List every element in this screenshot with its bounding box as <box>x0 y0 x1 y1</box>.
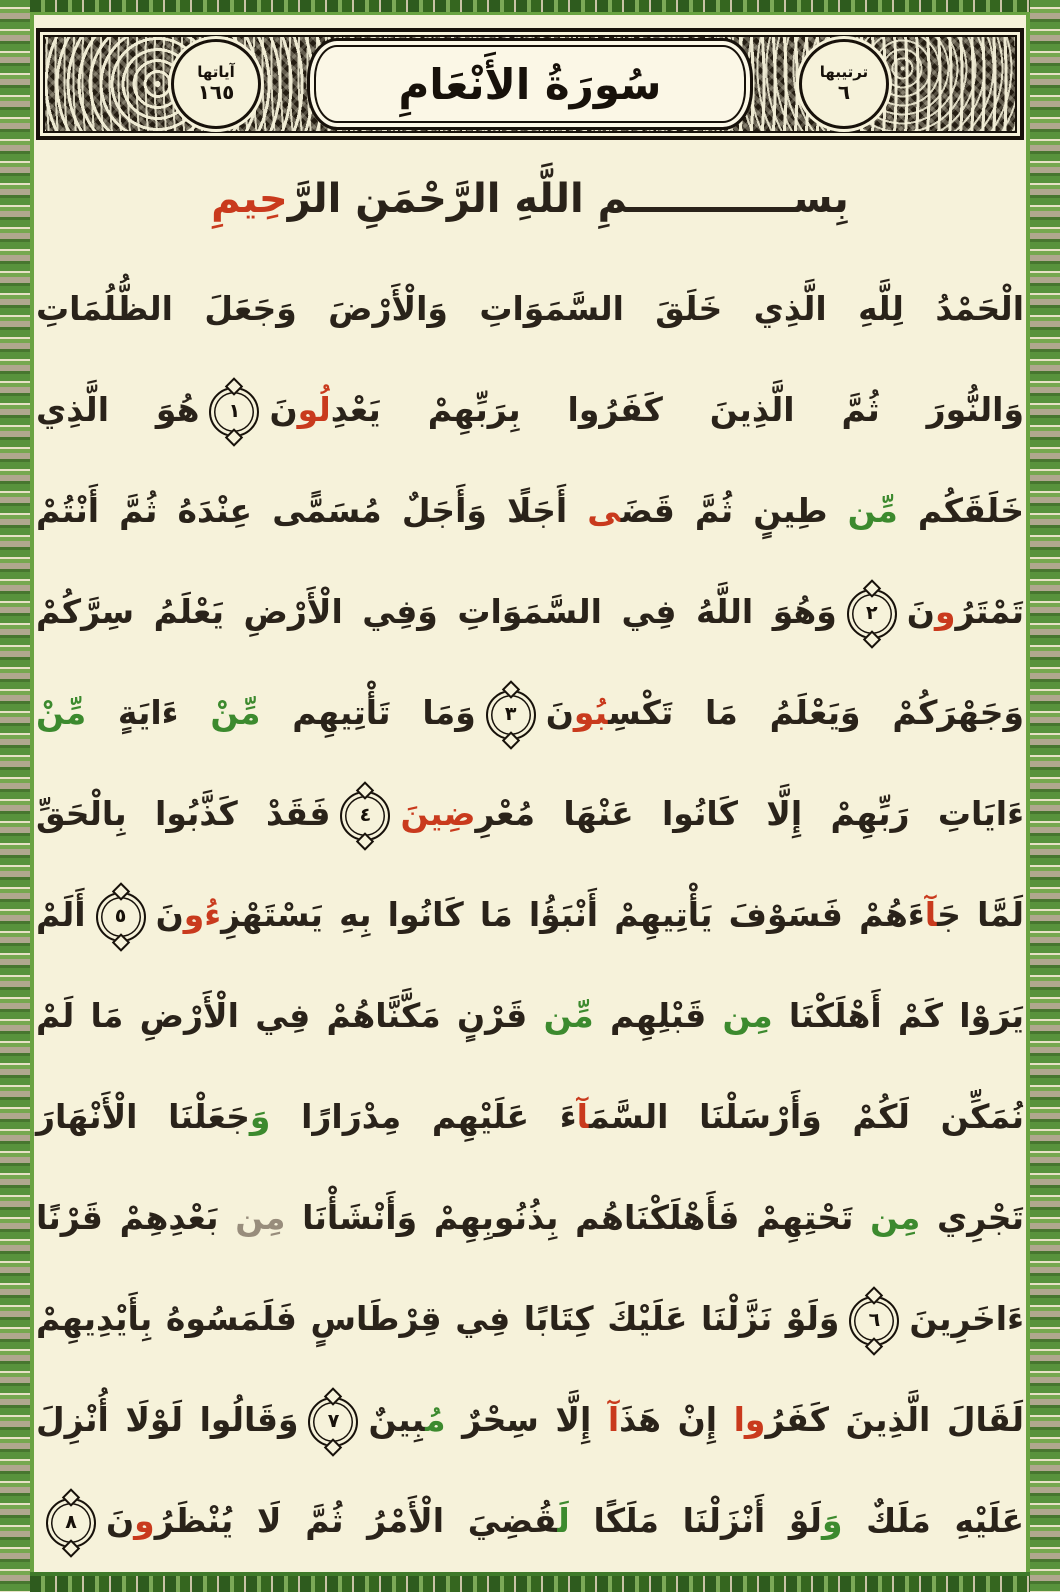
quran-text-segment: وا <box>733 1400 766 1439</box>
bismillah-line <box>36 140 1024 258</box>
quran-text-segment: نَ <box>545 693 574 732</box>
verse-number: ٤ <box>359 804 372 826</box>
quran-line <box>36 965 1024 1066</box>
page-content <box>36 12 1024 1574</box>
quran-text-segment: نَ <box>906 592 935 631</box>
quran-line <box>36 460 1024 561</box>
quran-text-segment: مِن <box>722 996 773 1035</box>
verse-end-medallion <box>486 690 536 740</box>
surah-order-medallion <box>799 39 889 129</box>
quran-text-segment: ‍قُضِيَ الْأَمْرُ ثُمَّ لَا يُنْظَرُ <box>154 1501 558 1540</box>
quran-text-segment: أَجَلًا وَأَجَلٌ مُسَمًّى عِنْدَهُ ثُمَّ أَنْتُمْ <box>36 491 588 530</box>
quran-text-segment: بِســــــــــــمِ اللَّهِ الرَّحْمَنِ الرَّ <box>287 176 849 222</box>
quran-line <box>36 1268 1024 1369</box>
quran-text-segment: تَحْتِهِمْ فَأَهْلَكْنَاهُم بِذُنُوبِهِمْ وَأَنْشَأْنَا <box>285 1198 871 1237</box>
mushaf-lines <box>36 258 1024 1571</box>
verse-end-medallion <box>209 387 259 437</box>
quran-text-segment: عَلَيْهِ مَلَكٌ <box>842 1501 1024 1540</box>
verse-number: ٨ <box>65 1511 77 1533</box>
quran-text-segment: ءَايَاتِ رَبِّهِمْ إِلَّا كَانُوا عَنْهَا مُعْرِ <box>475 794 1024 833</box>
quran-line <box>36 1470 1024 1571</box>
surah-header-band <box>36 28 1024 140</box>
verse-end-medallion <box>308 1397 358 1447</box>
quran-text-segment: هُوَ الَّذِي <box>36 390 200 429</box>
quran-text-segment: ءَهُمْ فَسَوْفَ يَأْتِيهِمْ أَنْبَؤُا مَا كَانُوا بِهِ يَسْتَهْزِ <box>221 895 925 934</box>
quran-text-segment: وَ <box>821 1501 843 1540</box>
quran-text-segment: و <box>134 1501 155 1540</box>
quran-text-segment: وَلَوْ نَزَّلْنَا عَلَيْكَ كِتَابًا فِي قِرْطَاسٍ فَلَمَسُوهُ بِأَيْدِيهِمْ <box>36 1299 840 1338</box>
surah-title-cartouche <box>307 38 753 130</box>
verse-number: ١ <box>228 400 241 422</box>
quran-line <box>36 864 1024 965</box>
quran-line <box>36 258 1024 359</box>
quran-text-segment: نَ <box>106 1501 135 1540</box>
decorative-border-right <box>1026 0 1060 1592</box>
quran-text-segment: ءُو <box>183 895 222 934</box>
quran-text-segment: مُ‍ <box>425 1400 446 1439</box>
quran-text-segment: تَجْرِي <box>920 1198 1024 1237</box>
quran-line <box>36 1167 1024 1268</box>
quran-text-segment: مِّنْ <box>210 693 261 732</box>
decorative-border-bottom <box>30 1572 1030 1592</box>
quran-text-segment: ‍آ <box>576 1097 590 1136</box>
verses-count-medallion <box>171 39 261 129</box>
quran-text-segment: الْحَمْدُ لِلَّهِ الَّذِي خَلَقَ السَّمَوَاتِ وَالْأَرْضَ وَجَعَلَ الظُّلُمَاتِ <box>36 289 1024 328</box>
verses-count-label: آياتها <box>197 62 235 81</box>
quran-text-segment: وَالنُّورَ ثُمَّ الَّذِينَ كَفَرُوا بِرَبِّهِمْ يَعْدِ <box>330 390 1024 429</box>
verse-end-medallion <box>46 1498 96 1548</box>
quran-text-segment: مِّن <box>847 491 898 530</box>
quran-text-segment: ءَاخَرِينَ <box>909 1299 1024 1338</box>
quran-text-segment: جَعَلْنَا الْأَنْهَارَ <box>36 1097 250 1136</box>
quran-text-segment: ضِينَ <box>400 794 476 833</box>
quran-text-segment: طِينٍ ثُمَّ قَضَ‍ <box>620 491 848 530</box>
quran-line <box>36 359 1024 460</box>
quran-line <box>36 1066 1024 1167</box>
decorative-border-left <box>0 0 34 1592</box>
quran-text-segment: آ <box>607 1400 620 1439</box>
surah-order-value: ٦ <box>837 80 851 105</box>
quran-text-segment: لَمَّا جَ‍ <box>937 895 1024 934</box>
quran-text-segment: نُمَكِّن لَكُمْ وَأَرْسَلْنَا السَّمَ‍ <box>589 1097 1024 1136</box>
quran-line <box>36 763 1024 864</box>
verse-end-medallion <box>96 892 146 942</box>
quran-text-segment: وَهُوَ اللَّهُ فِي السَّمَوَاتِ وَفِي الْأَرْضِ يَعْلَمُ سِرَّكُمْ <box>36 592 837 631</box>
quran-text-segment: إِنْ هَذَ <box>619 1400 734 1439</box>
quran-text-segment: حِيمِ <box>211 176 288 222</box>
quran-line <box>36 662 1024 763</box>
quran-text-segment: ‍ى <box>587 491 621 530</box>
quran-text-segment: وَقَالُوا لَوْلَا أُنْزِلَ <box>36 1400 299 1439</box>
surah-title: سُورَةُ الأَنْعَامِ <box>398 59 662 109</box>
verse-end-medallion <box>847 589 897 639</box>
quran-text-segment: و <box>934 592 956 631</box>
quran-text-segment: يَرَوْا كَمْ أَهْلَكْنَا <box>772 996 1024 1035</box>
quran-text-segment: مِّنْ <box>36 693 87 732</box>
verse-number: ٣ <box>504 703 517 725</box>
quran-text-segment: قَرْنٍ مَكَّنَّاهُمْ فِي الْأَرْضِ مَا لَمْ <box>36 996 544 1035</box>
quran-text-segment: وَمَا تَأْتِيهِم <box>260 693 476 732</box>
verse-number: ٥ <box>114 905 127 927</box>
quran-text-segment: خَلَقَكُم <box>897 491 1024 530</box>
quran-text-segment: نَ <box>155 895 184 934</box>
quran-text-segment: ءَايَةٍ <box>86 693 211 732</box>
quran-text-segment: مِن <box>235 1198 286 1237</box>
quran-text-segment: قَبْلِهِم <box>593 996 723 1035</box>
quran-text-segment: تَمْتَرُ <box>955 592 1024 631</box>
verse-end-medallion <box>849 1296 899 1346</box>
verse-number: ٢ <box>866 602 878 624</box>
quran-text-segment: مِن <box>870 1198 921 1237</box>
verse-number: ٧ <box>327 1410 340 1432</box>
quran-text-segment: أَلَمْ <box>36 895 86 934</box>
verse-end-medallion <box>340 791 390 841</box>
quran-text-segment: ‍بِينٌ <box>368 1400 426 1439</box>
surah-order-label: ترتيبها <box>819 62 869 81</box>
verses-count-value: ١٦٥ <box>197 80 235 105</box>
quran-text-segment: وَجَهْرَكُمْ وَيَعْلَمُ مَا تَكْسِ‍ <box>608 693 1024 732</box>
verse-number: ٦ <box>868 1309 881 1331</box>
quran-text-segment: لَ‍ <box>557 1501 570 1540</box>
quran-text-segment: إِلَّا سِحْرٌ <box>445 1400 608 1439</box>
quran-text-segment: نَ <box>269 390 298 429</box>
quran-text-segment: بَعْدِهِمْ قَرْنًا <box>36 1198 236 1237</box>
quran-text-segment: فَقَدْ كَذَّبُوا بِالْحَقِّ <box>36 794 331 833</box>
quran-text-segment: مِّن <box>543 996 594 1035</box>
quran-text-segment: وَ <box>249 1097 271 1136</box>
quran-text-segment: ءَ عَلَيْهِم مِدْرَارًا <box>270 1097 577 1136</box>
quran-line <box>36 1369 1024 1470</box>
quran-text-segment: لَقَالَ الَّذِينَ كَفَرُ <box>765 1400 1024 1439</box>
quran-text-segment: ‍آ <box>924 895 938 934</box>
quran-text-segment: لَوْ أَنْزَلْنَا مَلَكًا <box>569 1501 822 1540</box>
quran-text-segment: ‍بُو <box>573 693 609 732</box>
quran-text-segment: لُو <box>297 390 331 429</box>
quran-line <box>36 561 1024 662</box>
